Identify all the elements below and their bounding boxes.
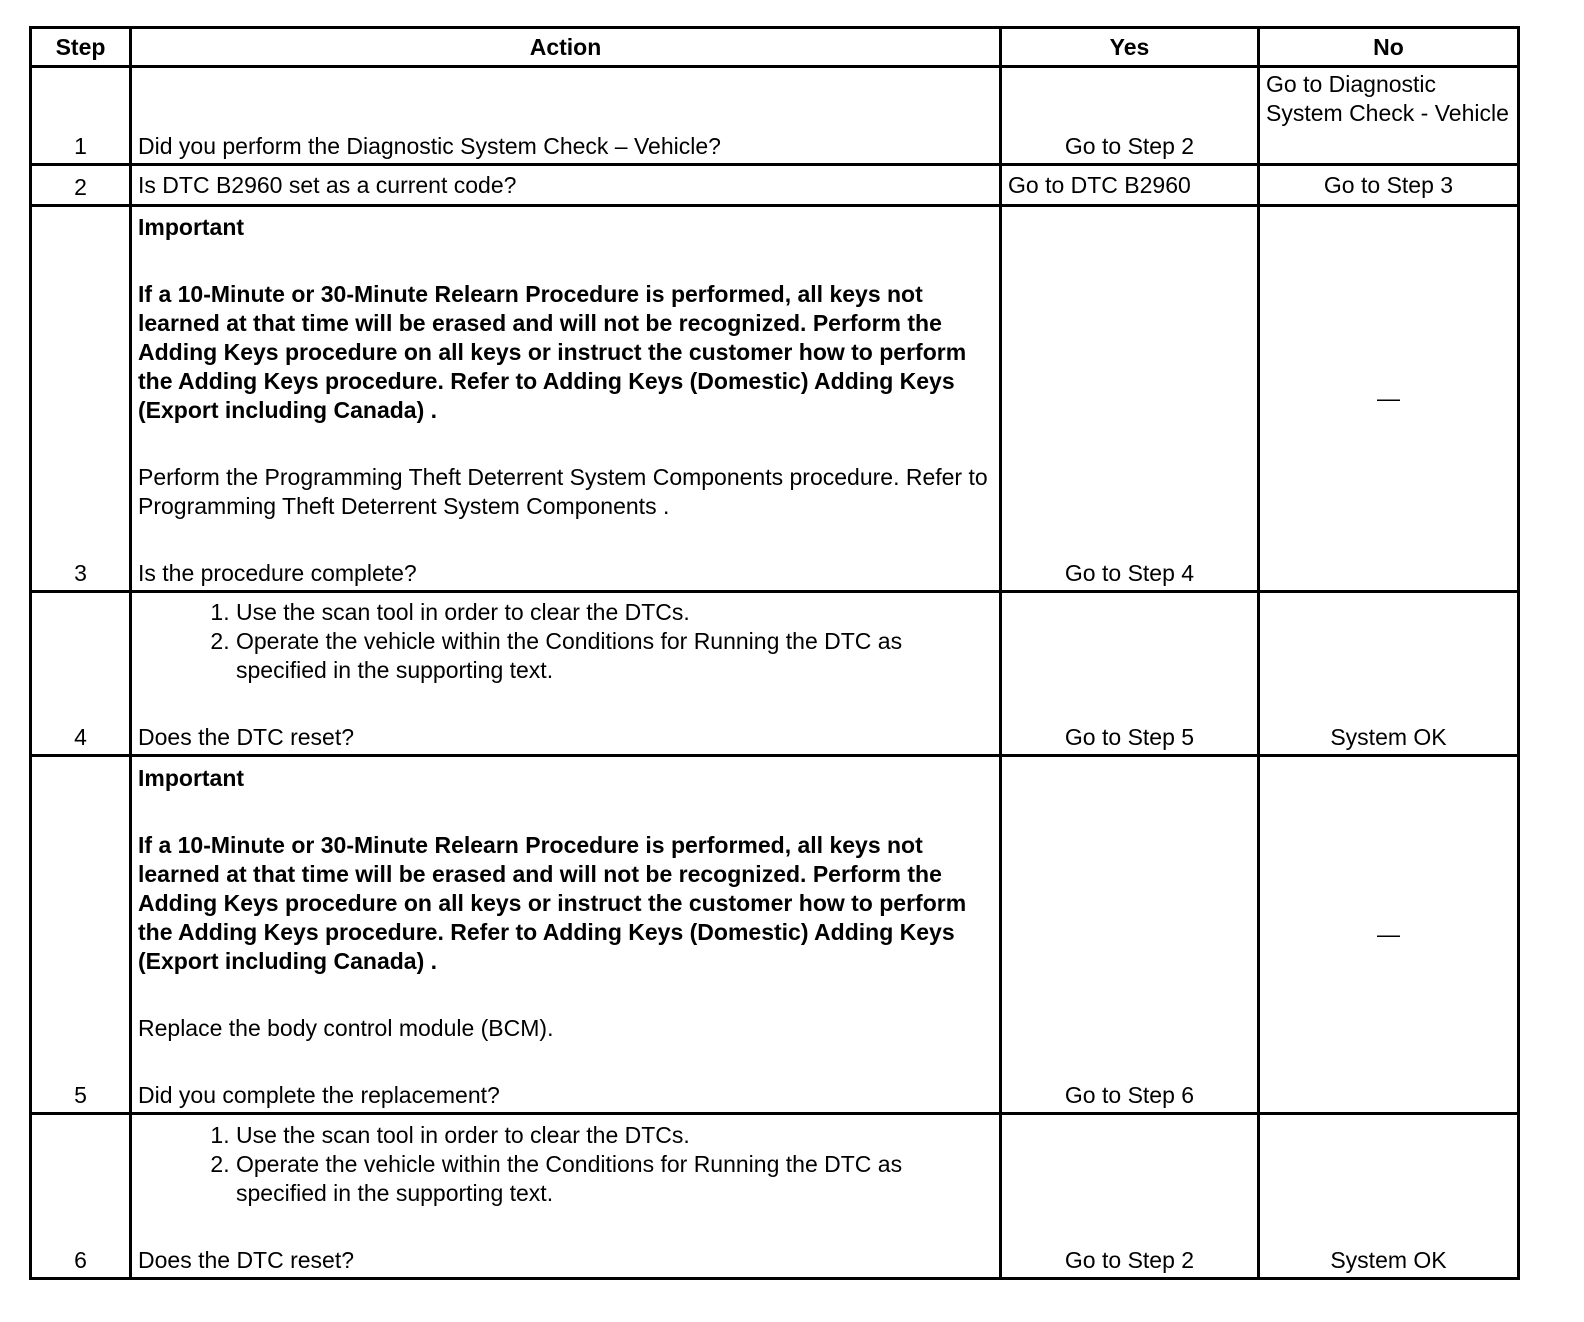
- yes-result: Go to Step 6: [1001, 756, 1259, 1114]
- instruction-text: Perform the Programming Theft Deterrent System Components procedure. Refer to Programming Theft Deterrent System Components .: [138, 463, 988, 519]
- yes-result: Go to Step 2: [1001, 1114, 1259, 1279]
- diagnostic-table: [29, 26, 1520, 1280]
- step-number: 4: [31, 591, 131, 756]
- question-text: Does the DTC reset?: [138, 1247, 355, 1273]
- list-item: 2. Operate the vehicle within the Conditions for Running the DTC as specified in the supporting text.: [236, 627, 993, 685]
- table-row: [31, 756, 1519, 1114]
- important-note: If a 10-Minute or 30-Minute Relearn Procedure is performed, all keys not learned at that time will be erased and will not be recognized. Perform the Adding Keys procedure on all keys or instruct the customer how to perform the Adding Keys procedure. Refer to Adding Keys (Domestic) Adding Keys (Export including Canada) .: [138, 832, 967, 975]
- table-row: [31, 591, 1519, 756]
- step-number: 1: [31, 67, 131, 165]
- action-cell: [131, 756, 1001, 1114]
- action-cell: [131, 1114, 1001, 1279]
- table-row: [31, 205, 1519, 591]
- question-text: Is the procedure complete?: [138, 559, 417, 586]
- yes-result: Go to Step 2: [1001, 67, 1259, 165]
- no-header: No: [1259, 28, 1519, 67]
- question-text: Is DTC B2960 set as a current code?: [138, 171, 517, 198]
- action-cell: [131, 205, 1001, 591]
- table-row: [31, 1114, 1519, 1279]
- no-result: Go to Diagnostic System Check - Vehicle: [1259, 67, 1519, 165]
- procedure-list: [138, 1121, 993, 1208]
- list-item: 2. Operate the vehicle within the Conditions for Running the DTC as specified in the supporting text.: [236, 1150, 993, 1208]
- step-header: Step: [31, 28, 131, 67]
- yes-result: Go to DTC B2960: [1001, 165, 1259, 205]
- yes-result: Go to Step 4: [1001, 205, 1259, 591]
- yes-result: Go to Step 5: [1001, 591, 1259, 756]
- question-text: Does the DTC reset?: [138, 724, 355, 751]
- no-result: System OK: [1259, 1114, 1519, 1279]
- action-cell: [131, 591, 1001, 756]
- action-header: Action: [131, 28, 1001, 67]
- no-result: —: [1259, 205, 1519, 591]
- important-note: If a 10-Minute or 30-Minute Relearn Procedure is performed, all keys not learned at that time will be erased and will not be recognized. Perform the Adding Keys procedure on all keys or instruct the customer how to perform the Adding Keys procedure. Refer to Adding Keys (Domestic) Adding Keys (Export including Canada) .: [138, 280, 967, 423]
- action-cell: [131, 67, 1001, 165]
- no-result: Go to Step 3: [1259, 165, 1519, 205]
- table-row: [31, 165, 1519, 205]
- no-result: System OK: [1259, 591, 1519, 756]
- procedure-list: [138, 598, 993, 685]
- step-number: 6: [31, 1114, 131, 1279]
- no-result: —: [1259, 756, 1519, 1114]
- question-text: Did you complete the replacement?: [138, 1082, 500, 1109]
- list-item: 1. Use the scan tool in order to clear the DTCs.: [236, 1121, 993, 1150]
- important-label: Important: [138, 213, 245, 240]
- step-number: 5: [31, 756, 131, 1114]
- table-row: [31, 67, 1519, 165]
- instruction-text: Replace the body control module (BCM).: [138, 1015, 554, 1042]
- step-number: 2: [31, 165, 131, 205]
- action-cell: [131, 165, 1001, 205]
- yes-header: Yes: [1001, 28, 1259, 67]
- header-row: [31, 28, 1519, 67]
- list-item: 1. Use the scan tool in order to clear the DTCs.: [236, 598, 993, 627]
- important-label: Important: [138, 765, 245, 792]
- step-number: 3: [31, 205, 131, 591]
- question-text: Did you perform the Diagnostic System Check – Vehicle?: [138, 133, 721, 160]
